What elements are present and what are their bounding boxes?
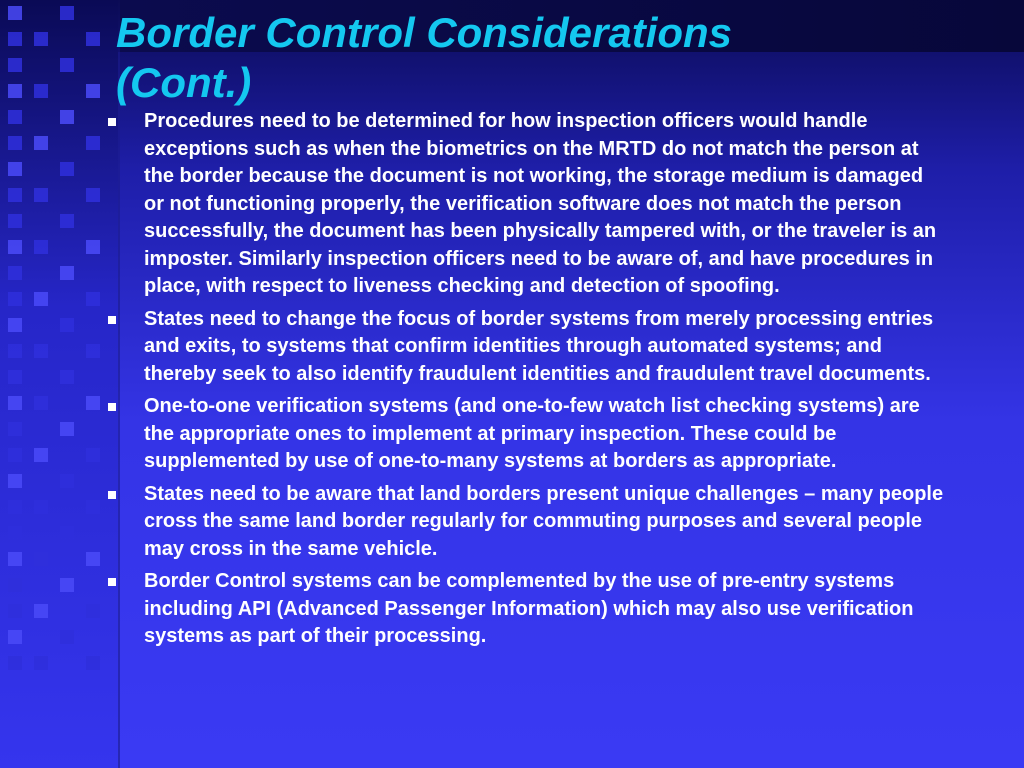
decorative-square	[86, 292, 100, 306]
decorative-square	[8, 630, 22, 644]
decorative-square	[86, 500, 100, 514]
decorative-square	[86, 32, 100, 46]
decorative-square	[86, 604, 100, 618]
bullet-list	[104, 108, 944, 656]
decorative-square	[86, 656, 100, 670]
decorative-square	[8, 266, 22, 280]
bullet-text: States need to change the focus of border systems from merely processing entries and exits, to systems that confirm identities through automated systems; and thereby seek to also identify fraudulent identities and fraudulent travel documents.	[144, 307, 934, 385]
decorative-square	[8, 318, 22, 332]
decorative-square	[34, 136, 48, 150]
decorative-square	[60, 6, 74, 20]
decorative-square	[8, 448, 22, 462]
square-bullet-icon	[108, 403, 116, 411]
square-bullet-icon	[108, 578, 116, 586]
decorative-square	[34, 396, 48, 410]
decorative-square	[34, 552, 48, 566]
decorative-square	[34, 292, 48, 306]
bullet-text: Border Control systems can be complemented by the use of pre-entry systems including API (Advanced Passenger Information) which may also use verification systems as part of their processing.	[144, 570, 914, 647]
decorative-square	[60, 110, 74, 124]
slide-title: Border Control Considerations (Cont.)	[116, 9, 733, 106]
bullet-item	[104, 108, 944, 301]
decorative-square	[86, 240, 100, 254]
decorative-square	[60, 630, 74, 644]
bullet-item	[104, 568, 944, 651]
bullet-text: States need to be aware that land borders present unique challenges – many people cross the same land border regularly for commuting purposes and several people may cross in the same vehicle.	[144, 482, 944, 560]
decorative-square	[8, 292, 22, 306]
decorative-square	[8, 240, 22, 254]
decorative-square	[8, 32, 22, 46]
decorative-square	[60, 370, 74, 384]
decorative-square	[8, 604, 22, 618]
decorative-square	[60, 214, 74, 228]
decorative-square	[34, 188, 48, 202]
decorative-square	[8, 58, 22, 72]
decorative-square	[34, 448, 48, 462]
decorative-square	[8, 422, 22, 436]
decorative-square	[8, 344, 22, 358]
decorative-square	[34, 656, 48, 670]
decorative-square	[60, 58, 74, 72]
decorative-square	[8, 474, 22, 488]
decorative-square	[8, 6, 22, 20]
decorative-square	[8, 500, 22, 514]
bullet-item	[104, 306, 944, 389]
decorative-square	[86, 448, 100, 462]
decorative-square	[60, 526, 74, 540]
decorative-square	[86, 344, 100, 358]
decorative-squares	[0, 0, 118, 768]
decorative-square	[60, 266, 74, 280]
bullet-text: Procedures need to be determined for how inspection officers would handle exceptions such as when the biometrics on the MRTD do not match the person at the border because the document is not working, the storage medium is damaged or not functioning properly, the verification software does not match the person successfully, the document has been physically tampered with, or the traveler is an imposter. Similarly inspection officers need to be aware of, and have procedures in place, with respect to liveness checking and detection of spoofing.	[144, 110, 937, 297]
square-bullet-icon	[108, 491, 116, 499]
decorative-square	[34, 500, 48, 514]
bullet-item	[104, 481, 944, 564]
decorative-square	[8, 188, 22, 202]
decorative-square	[34, 240, 48, 254]
decorative-square	[8, 162, 22, 176]
decorative-square	[8, 656, 22, 670]
decorative-square	[60, 162, 74, 176]
decorative-square	[34, 604, 48, 618]
decorative-square	[86, 552, 100, 566]
decorative-square	[8, 110, 22, 124]
decorative-square	[8, 84, 22, 98]
decorative-square	[8, 136, 22, 150]
decorative-square	[86, 136, 100, 150]
bullet-text: One-to-one verification systems (and one-to-few watch list checking systems) are the appropriate ones to implement at primary inspection. These could be supplemented by use of one-to-many systems at borders as appropriate.	[144, 395, 920, 472]
decorative-square	[8, 370, 22, 384]
square-bullet-icon	[108, 118, 116, 126]
bullet-item	[104, 393, 944, 476]
decorative-square	[34, 344, 48, 358]
decorative-square	[60, 578, 74, 592]
decorative-square	[34, 32, 48, 46]
decorative-square	[8, 578, 22, 592]
decorative-square	[60, 474, 74, 488]
decorative-square	[8, 214, 22, 228]
decorative-square	[60, 422, 74, 436]
decorative-square	[8, 552, 22, 566]
decorative-square	[8, 526, 22, 540]
decorative-square	[86, 396, 100, 410]
decorative-square	[60, 318, 74, 332]
decorative-square	[86, 84, 100, 98]
decorative-square	[8, 396, 22, 410]
decorative-square	[34, 84, 48, 98]
square-bullet-icon	[108, 316, 116, 324]
decorative-square	[86, 188, 100, 202]
